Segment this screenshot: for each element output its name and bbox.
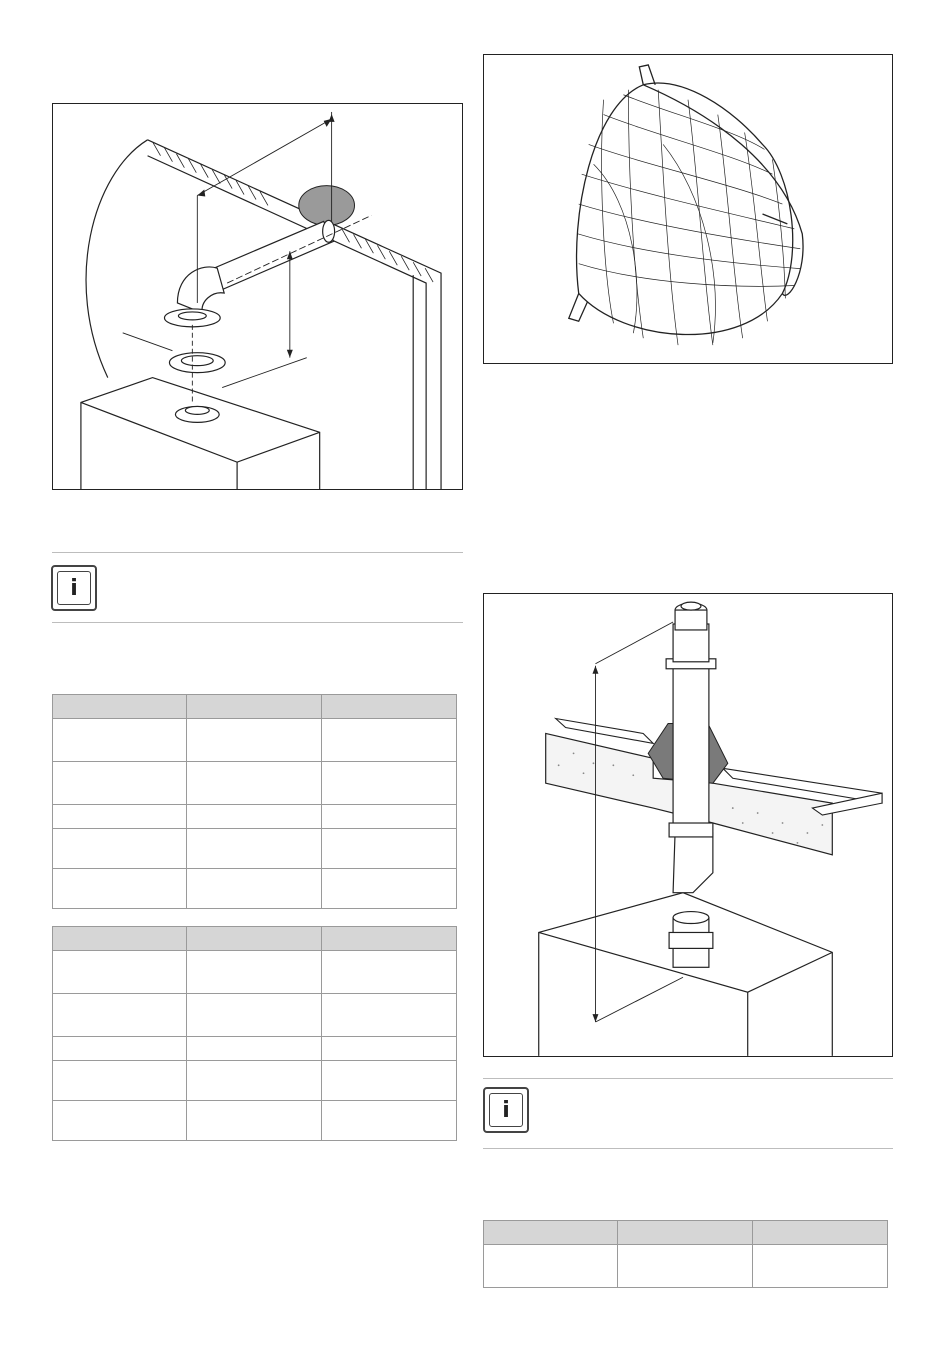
table-row [53, 805, 457, 829]
table-cell [187, 869, 322, 909]
table-cell [53, 1101, 187, 1141]
info-icon: i [51, 565, 97, 611]
table-header [753, 1221, 888, 1245]
table-cell [322, 805, 457, 829]
note-rule-top [483, 1078, 893, 1079]
table-cell [187, 1061, 322, 1101]
table-cell [187, 719, 322, 762]
table-header [484, 1221, 618, 1245]
table-cell [187, 762, 322, 805]
wire-mesh-basket-illustration [484, 55, 892, 363]
table-cell [187, 1037, 322, 1061]
table-header [322, 695, 457, 719]
table-row [53, 994, 457, 1037]
table-header [187, 695, 322, 719]
table-cell [187, 951, 322, 994]
wall-flue-installation-illustration [53, 104, 462, 489]
table-row [53, 1061, 457, 1101]
table-cell [53, 762, 187, 805]
table-cell [618, 1245, 753, 1288]
table-cell [53, 805, 187, 829]
table-row [53, 1037, 457, 1061]
table-cell [322, 762, 457, 805]
data-table [483, 1220, 888, 1288]
table-row [53, 951, 457, 994]
table-cell [187, 805, 322, 829]
table-cell [322, 1061, 457, 1101]
table-row [53, 762, 457, 805]
table-cell [187, 829, 322, 869]
table-cell [187, 1101, 322, 1141]
table-cell [53, 951, 187, 994]
table-cell [53, 1061, 187, 1101]
table-row [53, 719, 457, 762]
note-rule-top [52, 552, 463, 553]
table-row [53, 829, 457, 869]
figure-wall-flue [52, 103, 463, 490]
table-cell [53, 869, 187, 909]
table-cell [322, 951, 457, 994]
table-header [53, 695, 187, 719]
table-row [53, 1101, 457, 1141]
table-header [322, 927, 457, 951]
table-cell [322, 1037, 457, 1061]
table-row [53, 869, 457, 909]
figure-mesh-basket [483, 54, 893, 364]
table-cell [753, 1245, 888, 1288]
table-cell [53, 994, 187, 1037]
table-cell [322, 829, 457, 869]
table-header [187, 927, 322, 951]
table-header [618, 1221, 753, 1245]
roof-flue-installation-illustration [484, 594, 892, 1056]
table-cell [53, 1037, 187, 1061]
table-cell [322, 719, 457, 762]
table-cell [322, 994, 457, 1037]
table-row [484, 1245, 888, 1288]
figure-roof-flue [483, 593, 893, 1057]
data-table [52, 694, 457, 909]
note-rule-bottom [52, 622, 463, 623]
table-cell [187, 994, 322, 1037]
table-cell [484, 1245, 618, 1288]
note-rule-bottom [483, 1148, 893, 1149]
table-header [53, 927, 187, 951]
table-cell [53, 829, 187, 869]
info-icon: i [483, 1087, 529, 1133]
data-table [52, 926, 457, 1141]
table-cell [322, 1101, 457, 1141]
table-cell [322, 869, 457, 909]
table-cell [53, 719, 187, 762]
